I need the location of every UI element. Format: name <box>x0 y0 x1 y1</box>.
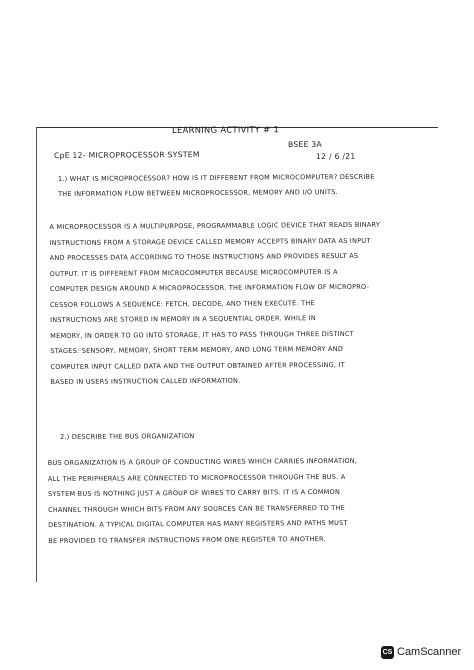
answer-1 <box>49 217 430 390</box>
question-1-line: THE INFORMATION FLOW BETWEEN MICROPROCESSOR, MEMORY AND I/O UNITS. <box>58 188 338 198</box>
left-margin-line <box>36 127 37 582</box>
course-label: CpE 12- MICROPROCESSOR SYSTEM <box>53 149 200 160</box>
answer-1-line: CESSOR FOLLOWS A SEQUENCE: FETCH, DECODE, AND THEN EXECUTE. THE <box>49 298 315 309</box>
answer-1-line: MEMORY, IN ORDER TO GO INTO STORAGE, IT HAS TO PASS THROUGH THREE DISTINCT <box>50 329 355 340</box>
answer-1-line: OUTPUT. IT IS DIFFERENT FROM MICROCOMPUTER BECAUSE MICROCOMPUTER IS A <box>49 267 338 278</box>
answer-2 <box>48 453 429 549</box>
page-title: LEARNING ACTIVITY # 1 <box>171 124 280 135</box>
answer-1-line: AND PROCESSES DATA ACCORDING TO THOSE INSTRUCTIONS AND PROVIDES RESULT AS <box>49 251 359 263</box>
answer-1-line: INSTRUCTIONS ARE STORED IN MEMORY IN A SEQUENTIAL ORDER. WHILE IN <box>50 314 317 324</box>
question-2-line: 2.) DESCRIBE THE BUS ORGANIZATION <box>59 432 195 441</box>
camscanner-logo-icon: CS <box>381 646 394 659</box>
section-label: BSEE 3A <box>287 139 323 149</box>
answer-1-line: COMPUTER INPUT CALLED DATA AND THE OUTPUT OBTAINED AFTER PROCESSING, IT <box>50 360 345 371</box>
answer-2-line: DESTINATION. A TYPICAL DIGITAL COMPUTER HAS MANY REGISTERS AND PATHS MUST <box>48 518 348 529</box>
date-label: 12 / 6 /21 <box>315 151 356 161</box>
camscanner-watermark <box>381 645 461 659</box>
camscanner-label: CamScanner <box>397 646 462 658</box>
answer-1-line: A MICROPROCESSOR IS A MULTIPURPOSE, PROGRAMMABLE LOGIC DEVICE THAT READS BINARY <box>49 220 381 232</box>
answer-2-line: ALL THE PERIPHERALS ARE CONNECTED TO MICROPROCESSOR THROUGH THE BUS. A <box>47 472 346 483</box>
answer-1-line: BASED IN USERS INSTRUCTION CALLED INFORMATION. <box>50 376 241 386</box>
answer-2-line: CHANNEL THROUGH WHICH BITS FROM ANY SOURCES CAN BE TRANSFERRED TO THE <box>48 503 346 514</box>
question-1 <box>58 169 438 202</box>
question-2 <box>60 427 440 445</box>
question-1-line: 1.) WHAT IS MICROPROCESSOR? HOW IS IT DIFFERENT FROM MICROCOMPUTER? DESCRIBE <box>57 172 375 184</box>
answer-1-line: STAGES: SENSORY, MEMORY, SHORT TERM MEMORY, AND LONG TERM MEMORY AND <box>50 344 344 355</box>
answer-2-line: BE PROVIDED TO TRANSFER INSTRUCTIONS FROM ONE REGISTER TO ANOTHER. <box>48 534 326 545</box>
answer-1-line: INSTRUCTIONS FROM A STORAGE DEVICE CALLED MEMORY ACCEPTS BINARY DATA AS INPUT <box>49 236 371 247</box>
answer-2-line: SYSTEM BUS IS NOTHING JUST A GROUP OF WIRES TO CARRY BITS. IT IS A COMMON <box>47 487 341 499</box>
answer-2-line: BUS ORGANIZATION IS A GROUP OF CONDUCTING WIRES WHICH CARRIES INFORMATION, <box>47 456 358 468</box>
answer-1-line: COMPUTER DESIGN AROUND A MICROPROCESSOR. THE INFORMATION FLOW OF MICROPRO- <box>49 282 370 294</box>
